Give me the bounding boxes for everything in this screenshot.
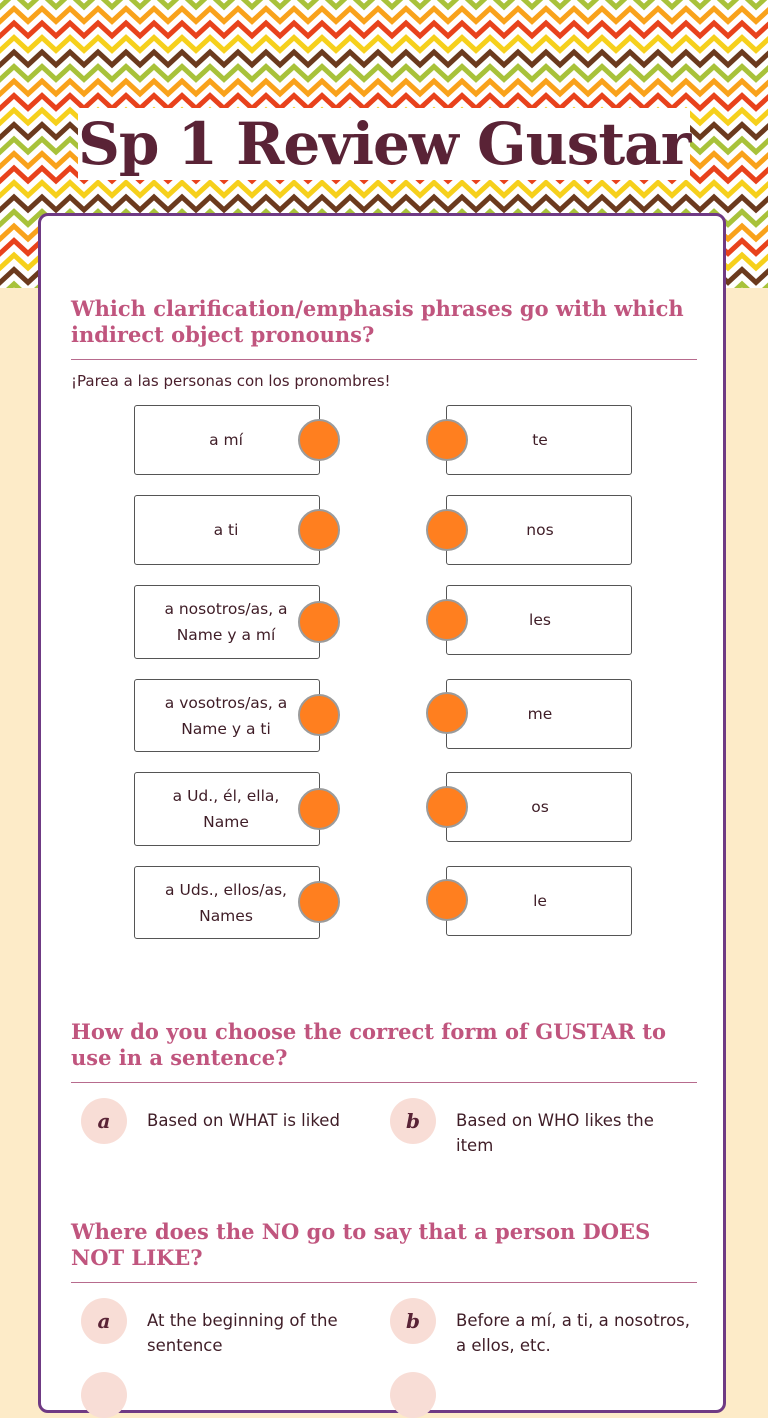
matching-instruction: ¡Parea a las personas con los pronombres! (71, 372, 391, 390)
option-b-text[interactable]: Before a mí, a ti, a nosotros, a ellos, etc. (456, 1311, 691, 1355)
option-b-badge[interactable]: b (390, 1298, 436, 1344)
match-left-item[interactable] (134, 495, 320, 565)
option-d-badge[interactable] (390, 1372, 436, 1418)
option-a-badge[interactable]: a (81, 1098, 127, 1144)
match-right-item[interactable] (446, 772, 632, 842)
match-right-item[interactable] (446, 585, 632, 655)
chevron-stripe (0, 9, 768, 22)
page-title: Sp 1 Review Gustar (78, 110, 691, 178)
match-right-item[interactable] (446, 679, 632, 749)
match-right-label: le (533, 892, 547, 910)
chevron-stripe (0, 38, 768, 51)
match-left-item[interactable] (134, 585, 320, 659)
match-dot-right[interactable] (426, 509, 468, 551)
option-a-text[interactable]: At the beginning of the sentence (147, 1311, 338, 1355)
match-dot-left[interactable] (298, 694, 340, 736)
chevron-stripe (0, 0, 768, 7)
match-left-item[interactable] (134, 772, 320, 846)
match-left-item[interactable] (134, 866, 320, 939)
match-dot-left[interactable] (298, 419, 340, 461)
match-left-item[interactable] (134, 405, 320, 475)
chevron-stripe (0, 183, 768, 196)
match-right-label: nos (526, 521, 554, 539)
option-a-text[interactable]: Based on WHAT is liked (147, 1111, 340, 1130)
option-b-text[interactable]: Based on WHO likes the item (456, 1111, 654, 1155)
question-2-divider (71, 1082, 697, 1083)
question-3-title: Where does the NO go to say that a person DOES NOT LIKE? (71, 1219, 651, 1270)
option-c-badge[interactable] (81, 1372, 127, 1418)
match-left-label: a Ud., él, ella, Name (172, 787, 280, 831)
option-a-badge[interactable]: a (81, 1298, 127, 1344)
chevron-stripe (0, 67, 768, 80)
chevron-stripe (0, 197, 768, 210)
match-left-label: a ti (213, 521, 239, 539)
match-right-item[interactable] (446, 405, 632, 475)
question-3-divider (71, 1282, 697, 1283)
match-right-label: os (531, 798, 549, 816)
match-dot-right[interactable] (426, 419, 468, 461)
match-dot-right[interactable] (426, 786, 468, 828)
chevron-stripe (0, 81, 768, 94)
match-right-label: les (529, 611, 551, 629)
match-left-item[interactable] (134, 679, 320, 752)
question-2-title: How do you choose the correct form of GUSTAR to use in a sentence? (71, 1019, 666, 1070)
match-dot-left[interactable] (298, 881, 340, 923)
chevron-stripe (0, 52, 768, 65)
option-b-badge[interactable]: b (390, 1098, 436, 1144)
match-left-label: a vosotros/as, a Name y a ti (164, 693, 288, 738)
match-dot-right[interactable] (426, 879, 468, 921)
match-dot-right[interactable] (426, 692, 468, 734)
match-left-label: a nosotros/as, a Name y a mí (164, 600, 288, 644)
match-dot-left[interactable] (298, 788, 340, 830)
match-left-label: a Uds., ellos/as, Names (165, 880, 287, 925)
title-box (78, 108, 690, 180)
match-dot-left[interactable] (298, 601, 340, 643)
question-1-title: Which clarification/emphasis phrases go with which indirect object pronouns? (71, 296, 684, 347)
match-right-label: te (532, 431, 548, 449)
question-1-divider (71, 359, 697, 360)
match-right-item[interactable] (446, 495, 632, 565)
match-right-label: me (527, 705, 553, 723)
match-dot-left[interactable] (298, 509, 340, 551)
chevron-stripe (0, 96, 768, 109)
match-dot-right[interactable] (426, 599, 468, 641)
chevron-stripe (0, 23, 768, 36)
match-left-label: a mí (209, 431, 243, 449)
match-right-item[interactable] (446, 866, 632, 936)
